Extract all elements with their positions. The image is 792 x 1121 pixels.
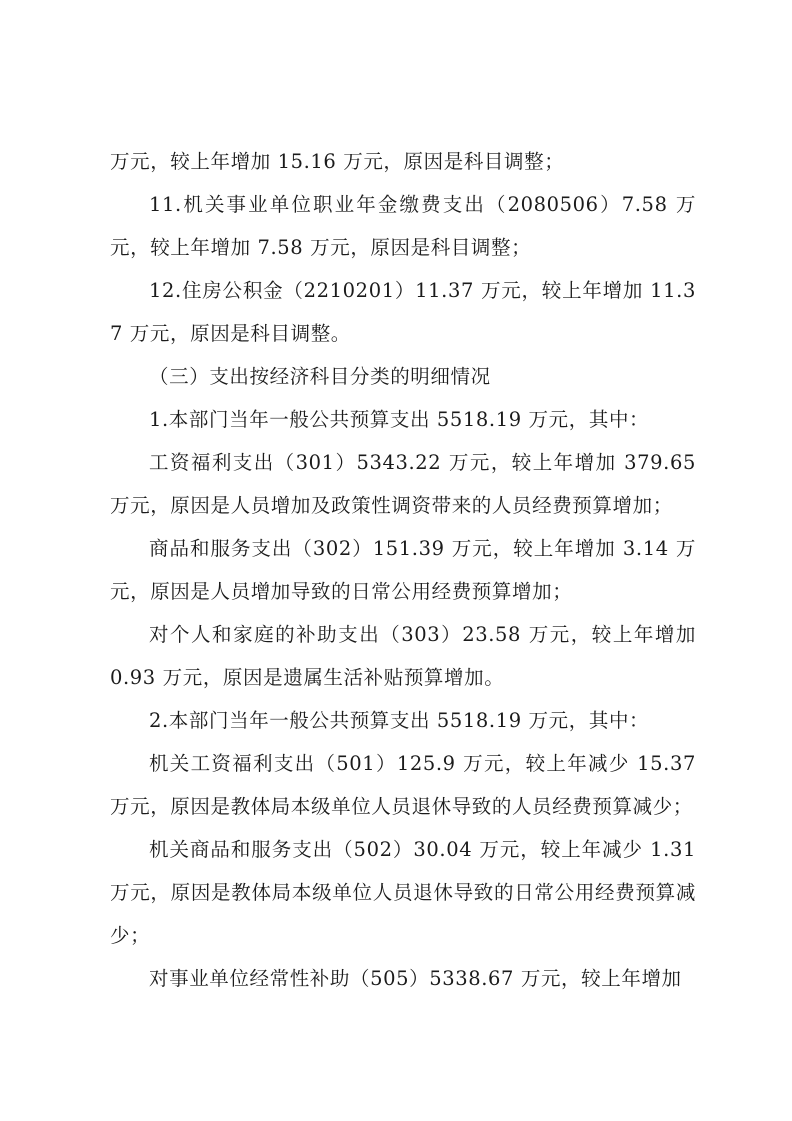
paragraph: 万元，较上年增加 15.16 万元，原因是科目调整； xyxy=(110,150,565,173)
paragraph: 12.住房公积金（2210201）11.37 万元，较上年增加 11.37 万元，原因是科目调整。 xyxy=(110,279,696,345)
paragraph: 对个人和家庭的补助支出（303）23.58 万元，较上年增加 0.93 万元，原因是遗属生活补贴预算增加。 xyxy=(110,623,703,689)
paragraph: 2.本部门当年一般公共预算支出 5518.19 万元，其中： xyxy=(149,709,650,732)
paragraph: 工资福利支出（301）5343.22 万元，较上年增加 379.65 万元，原因是人员增加及政策性调资带来的人员经费预算增加； xyxy=(110,451,703,517)
paragraph: 对事业单位经常性补助（505）5338.67 万元，较上年增加 xyxy=(149,967,682,990)
paragraph: 商品和服务支出（302）151.39 万元，较上年增加 3.14 万元，原因是人员增加导致的日常公用经费预算增加； xyxy=(110,537,696,603)
paragraph: 11.机关事业单位职业年金缴费支出（2080506）7.58 万元，较上年增加 7.58 万元，原因是科目调整； xyxy=(110,193,696,259)
section-heading: （三）支出按经济科目分类的明细情况 xyxy=(149,365,491,388)
paragraph: 机关工资福利支出（501）125.9 万元，较上年减少 15.37 万元，原因是教体局本级单位人员退休导致的人员经费预算减少； xyxy=(110,752,703,818)
paragraph: 1.本部门当年一般公共预算支出 5518.19 万元，其中： xyxy=(149,408,650,431)
paragraph: 机关商品和服务支出（502）30.04 万元，较上年减少 1.31 万元，原因是教体局本级单位人员退休导致的日常公用经费预算减少； xyxy=(110,838,703,947)
document-text-body xyxy=(110,140,703,1000)
